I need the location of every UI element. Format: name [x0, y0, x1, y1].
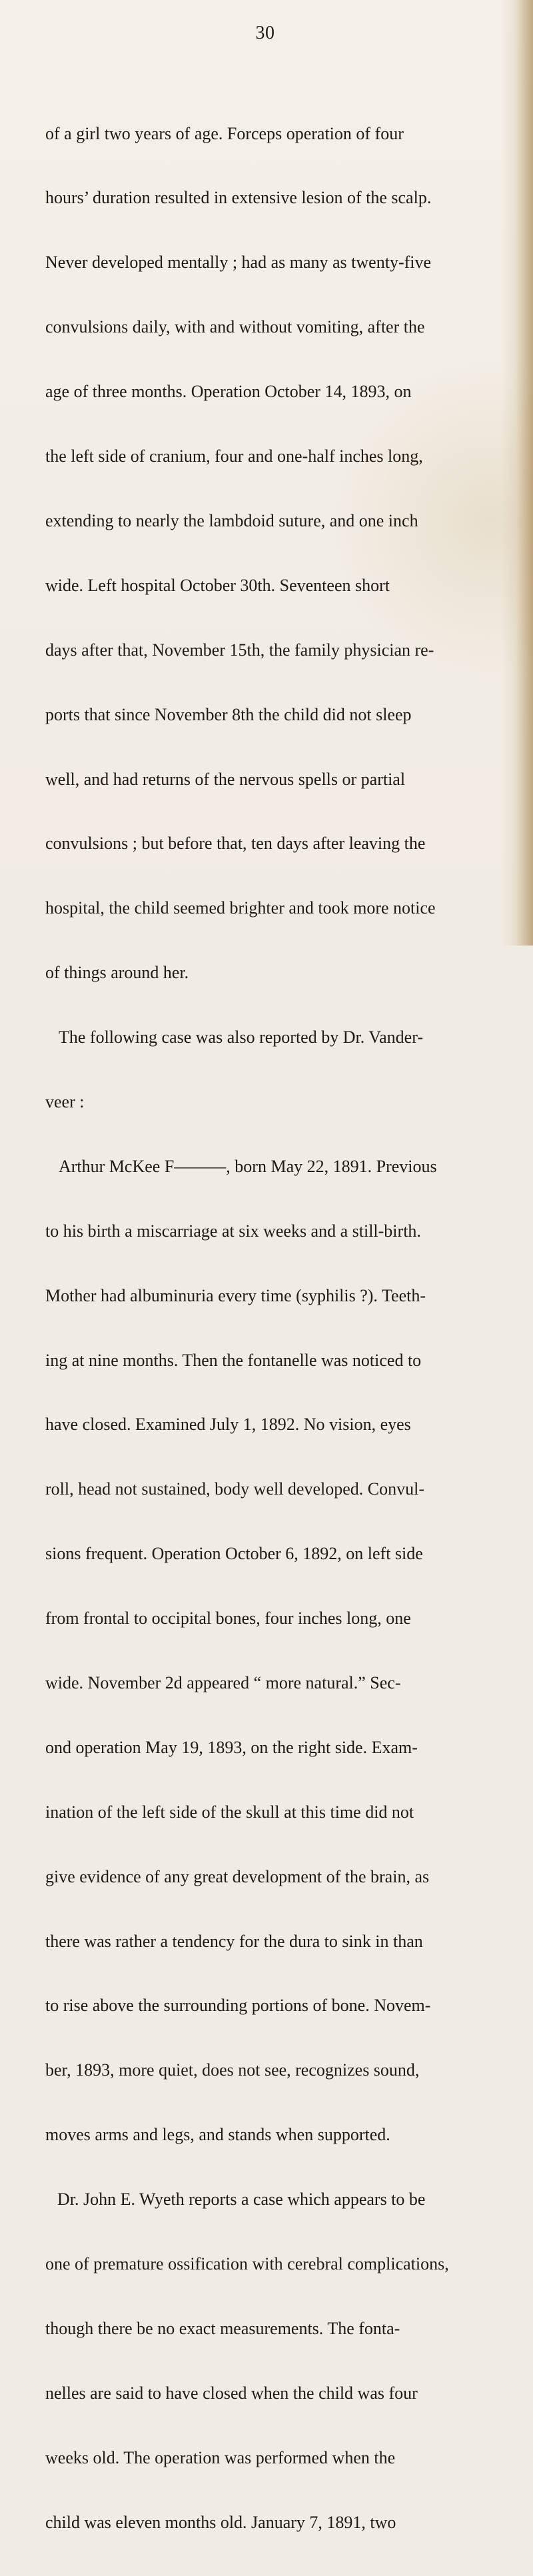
text-line-9: days after that, November 15th, the family physician re-: [45, 640, 434, 660]
text-line-10: ports that since November 8th the child did not sleep: [45, 704, 412, 724]
text-line-8: wide. Left hospital October 30th. Seventeen short: [45, 575, 390, 595]
text-line-15: The following case was also reported by Dr. Vander-: [59, 1027, 424, 1047]
text-line-1: of a girl two years of age. Forceps operation of four: [45, 123, 404, 143]
text-line-2: hours’ duration resulted in extensive lesion of the scalp.: [45, 188, 432, 208]
text-line-11: well, and had returns of the nervous spells or partial: [45, 769, 406, 789]
text-line-5: age of three months. Operation October 14, 1893, on: [45, 382, 412, 402]
text-line-19: Mother had albuminuria every time (syphilis ?). Teeth-: [45, 1285, 426, 1305]
text-line-30: to rise above the surrounding portions of bone. Novem-: [45, 1996, 431, 2016]
text-line-35: though there be no exact measurements. The fonta-: [45, 2318, 400, 2338]
text-line-33: Dr. John E. Wyeth reports a case which appears to be: [57, 2190, 426, 2210]
text-line-16: veer :: [45, 1091, 85, 1111]
text-line-3: Never developed mentally ; had as many as twenty-five: [45, 253, 432, 273]
text-line-38: child was eleven months old. January 7, 1891, two: [45, 2512, 396, 2532]
text-line-12: convulsions ; but before that, ten days after leaving the: [45, 834, 426, 854]
text-line-22: roll, head not sustained, body well developed. Convul-: [45, 1479, 425, 1499]
text-line-23: sions frequent. Operation October 6, 1892, on left side: [45, 1544, 423, 1564]
text-line-21: have closed. Examined July 1, 1892. No vision, eyes: [45, 1415, 411, 1435]
text-line-6: the left side of cranium, four and one-half inches long,: [45, 446, 423, 466]
text-line-13: hospital, the child seemed brighter and took more notice: [45, 898, 436, 918]
text-line-17: Arthur McKee F———, born May 22, 1891. Previous: [59, 1156, 437, 1176]
text-line-26: ond operation May 19, 1893, on the right side. Exam-: [45, 1737, 418, 1757]
text-line-28: give evidence of any great development of the brain, as: [45, 1866, 430, 1886]
page-number: 30: [255, 23, 275, 43]
page-edge-shadow: [516, 0, 533, 946]
body-text: [45, 80, 493, 2576]
text-line-36: nelles are said to have closed when the child was four: [45, 2383, 418, 2403]
text-line-20: ing at nine months. Then the fontanelle was noticed to: [45, 1350, 422, 1370]
text-line-14: of things around her.: [45, 963, 189, 983]
text-line-4: convulsions daily, with and without vomiting, after the: [45, 317, 425, 337]
text-line-34: one of premature ossification with cerebral complications,: [45, 2254, 449, 2273]
text-line-27: ination of the left side of the skull at this time did not: [45, 1802, 414, 1822]
text-line-31: ber, 1893, more quiet, does not see, recognizes sound,: [45, 2060, 420, 2080]
text-line-32: moves arms and legs, and stands when supported.: [45, 2125, 390, 2145]
text-line-18: to his birth a miscarriage at six weeks and a still-birth.: [45, 1221, 421, 1241]
text-line-24: from frontal to occipital bones, four inches long, one: [45, 1609, 411, 1628]
text-line-25: wide. November 2d appeared “ more natural.” Sec-: [45, 1672, 401, 1692]
text-line-7: extending to nearly the lambdoid suture, and one inch: [45, 510, 418, 530]
text-line-37: weeks old. The operation was performed when the: [45, 2447, 396, 2467]
text-line-29: there was rather a tendency for the dura to sink in than: [45, 1931, 423, 1951]
